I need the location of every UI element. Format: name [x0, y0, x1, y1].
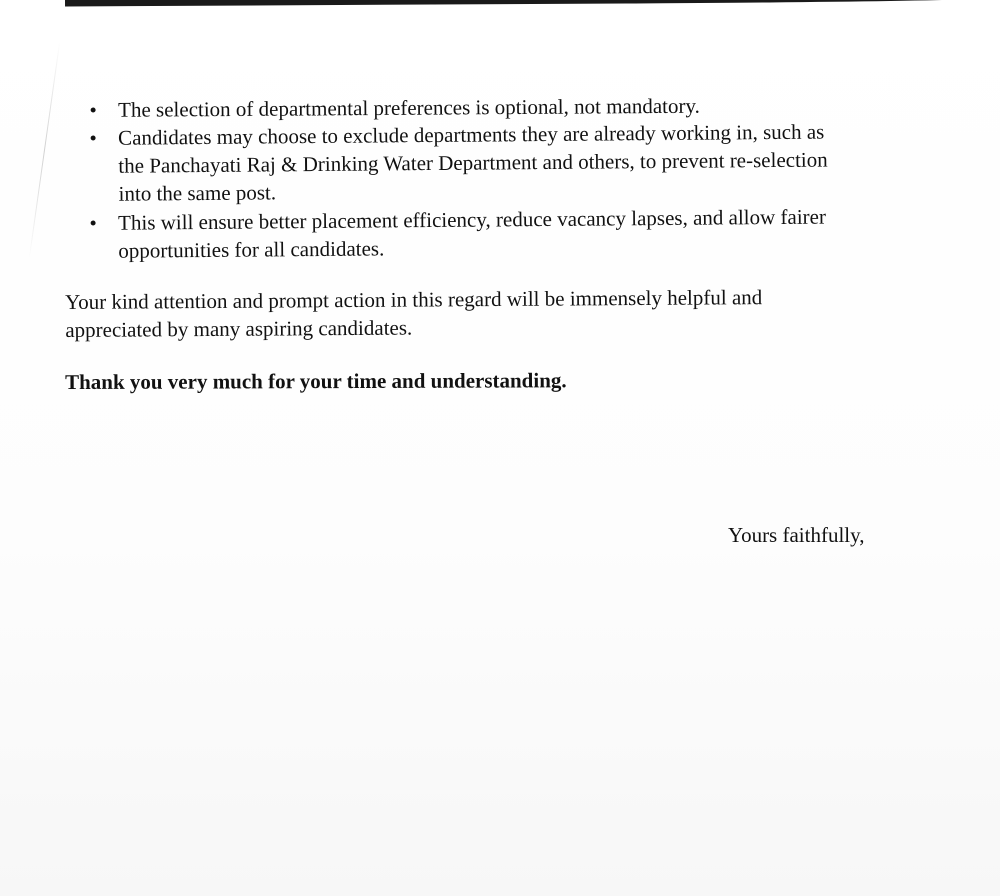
- bullet-line: opportunities for all candidates.: [118, 236, 385, 263]
- bullet-line: the Panchayati Raj & Drinking Water Department and others, to prevent re-selection: [118, 147, 828, 178]
- paragraph-line: appreciated by many aspiring candidates.: [65, 315, 413, 342]
- closing-salutation: Yours faithfully,: [728, 523, 865, 547]
- paper-fold-line: [29, 41, 61, 259]
- preferences-bullet-list: [88, 93, 948, 265]
- paragraph-line: Your kind attention and prompt action in this regard will be immensely helpful and: [65, 285, 763, 314]
- thanks-line: Thank you very much for your time and understanding.: [65, 368, 567, 394]
- bullet-marker: •: [89, 210, 97, 235]
- bullet-marker: •: [89, 97, 97, 122]
- bullet-item: [88, 201, 948, 265]
- request-paragraph: [65, 283, 763, 344]
- bullet-marker: •: [89, 125, 97, 150]
- bullet-line: The selection of departmental preferences is optional, not mandatory.: [118, 93, 700, 122]
- bullet-line: into the same post.: [118, 180, 277, 206]
- scan-edge-shadow: [65, 0, 1000, 6]
- bullet-line: This will ensure better placement efficiency, reduce vacancy lapses, and allow fairer: [118, 204, 827, 235]
- bullet-item: [88, 116, 949, 208]
- bullet-line: Candidates may choose to exclude departments they are already working in, such as: [118, 119, 825, 150]
